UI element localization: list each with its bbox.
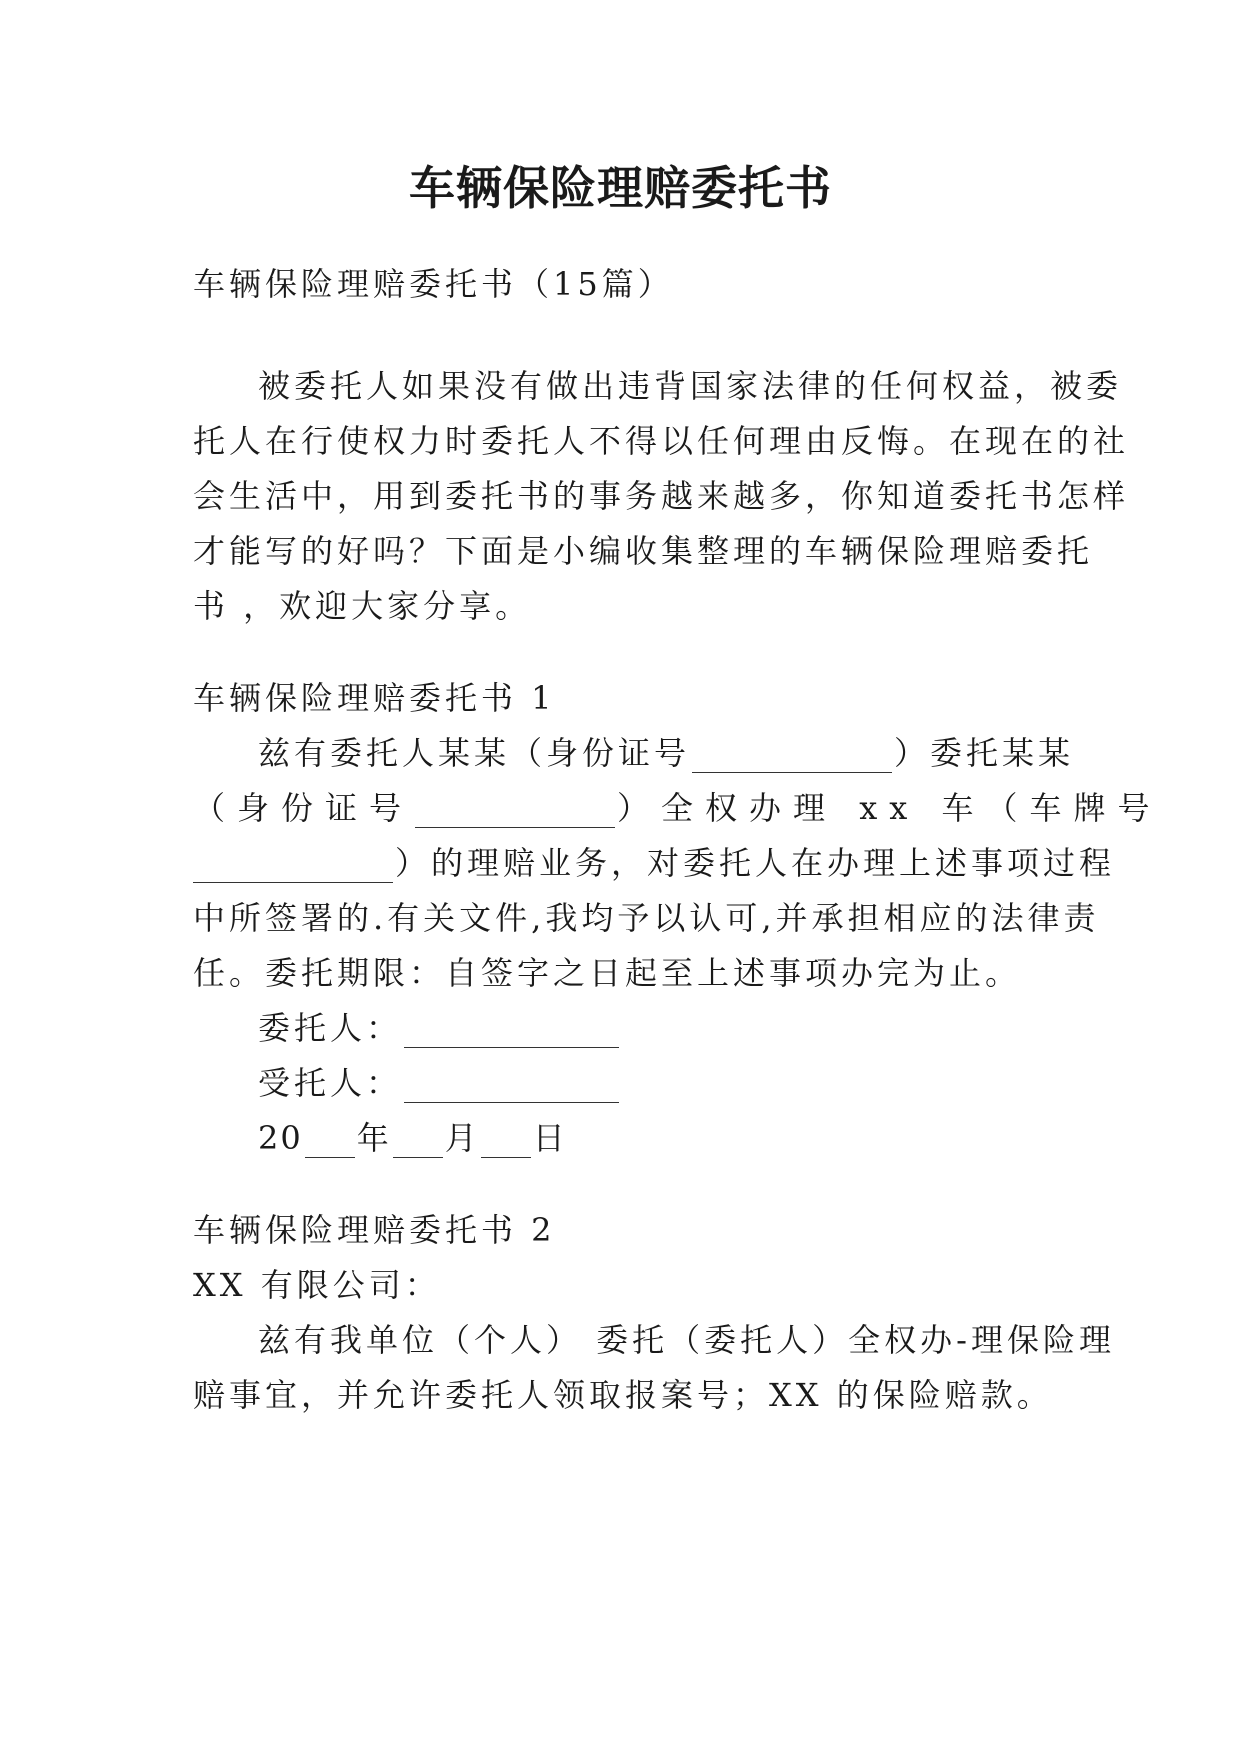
intro-line-4: 才能写的好吗？下面是小编收集整理的车辆保险理赔委托	[193, 532, 1094, 570]
date-line	[258, 1118, 567, 1158]
section1-line-3	[193, 843, 1115, 883]
date-prefix: 20	[258, 1119, 303, 1157]
section2-heading: 车辆保险理赔委托书 2	[193, 1211, 556, 1249]
section2-line-2: 赔事宜，并允许委托人领取报案号；XX 的保险赔款。	[193, 1376, 1053, 1414]
intro-line-1: 被委托人如果没有做出违背国家法律的任何权益，被委	[258, 367, 1123, 405]
plate-number-blank	[193, 848, 393, 883]
principal-label: 委托人：	[258, 1009, 403, 1047]
principal-signature-line	[258, 1008, 621, 1048]
section2-line-1: 兹有我单位（个人） 委托（委托人）全权办-理保险理	[258, 1321, 1115, 1359]
intro-line-3: 会生活中，用到委托书的事务越来越多，你知道委托书怎样	[193, 477, 1130, 515]
section1-line-2	[193, 788, 1161, 828]
agent-signature-line	[258, 1063, 621, 1103]
section1-line-1b: ）委托某某	[894, 734, 1075, 772]
date-year-label: 年	[356, 1119, 391, 1157]
id-number-blank-2	[415, 793, 615, 828]
year-blank	[305, 1123, 355, 1158]
intro-line-5: 书 ，欢迎大家分享。	[193, 587, 532, 625]
section1-line-1	[258, 733, 1074, 773]
section1-line-4: 中所签署的.有关文件,我均予以认可,并承担相应的法律责	[193, 899, 1100, 937]
section1-line-2a: （身份证号	[193, 789, 414, 827]
document-subtitle: 车辆保险理赔委托书（15篇）	[193, 265, 674, 303]
agent-signature-blank	[404, 1068, 619, 1103]
section1-line-2b: ）全权办理 xx 车（车牌号	[617, 789, 1162, 827]
month-blank	[393, 1123, 443, 1158]
section1-line-3b: ）的理赔业务，对委托人在办理上述事项过程	[395, 844, 1116, 882]
date-day-label: 日	[532, 1119, 567, 1157]
document-title: 车辆保险理赔委托书	[409, 161, 832, 215]
section2-addressee: XX 有限公司：	[193, 1266, 441, 1304]
section1-line-5: 任。委托期限：自签字之日起至上述事项办完为止。	[193, 954, 1022, 992]
date-month-label: 月	[444, 1119, 479, 1157]
agent-label: 受托人：	[258, 1064, 403, 1102]
section1-heading: 车辆保险理赔委托书 1	[193, 679, 556, 717]
day-blank	[481, 1123, 531, 1158]
intro-line-2: 托人在行使权力时委托人不得以任何理由反悔。在现在的社	[193, 422, 1130, 460]
principal-signature-blank	[404, 1013, 619, 1048]
id-number-blank-1	[692, 738, 892, 773]
section1-line-1a: 兹有委托人某某（身份证号	[258, 734, 691, 772]
